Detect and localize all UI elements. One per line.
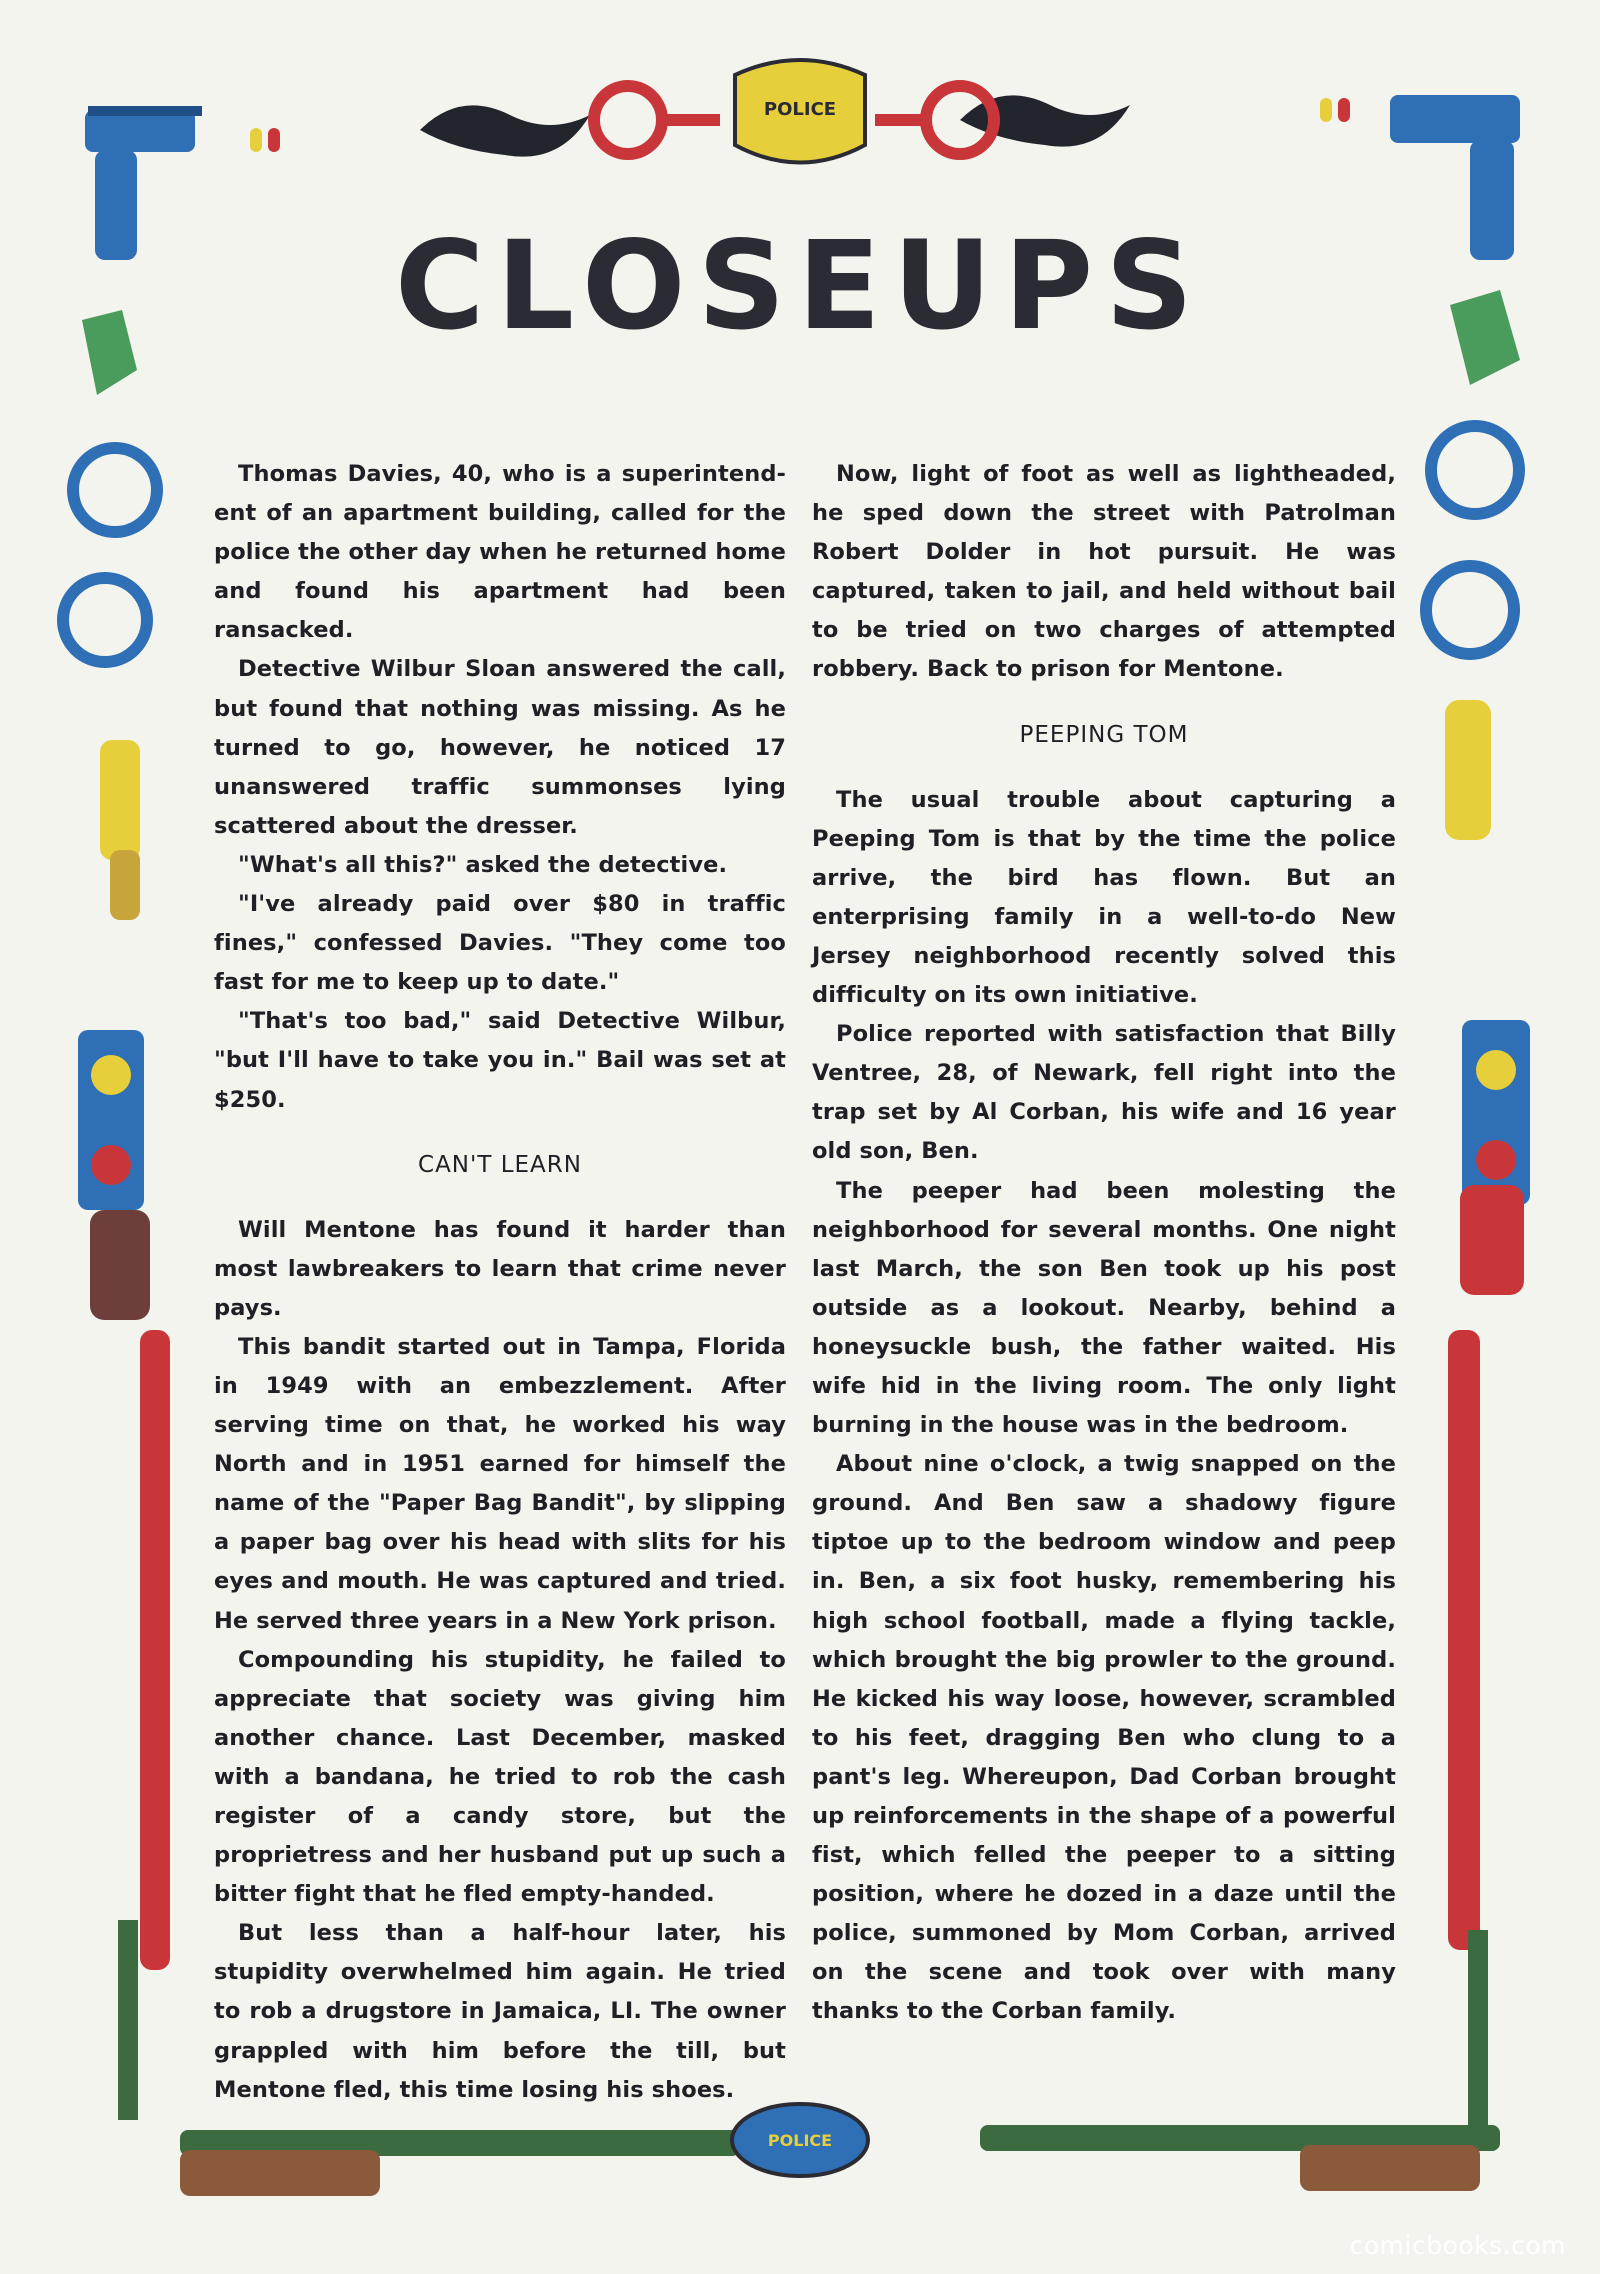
traffic-light-left-icon — [78, 1030, 144, 1210]
police-badge-bottom-icon — [732, 2104, 868, 2176]
revolver-right-icon — [1445, 700, 1491, 840]
handcuffs-right-icon — [1426, 426, 1519, 654]
paragraph: Now, light of foot as well as lightheaded, he sped down the street with Patrolman Robert Dolder in hot pursuit. He was captured, taken to jail, and held without bail to be tried on two charges of attempted robbery. Back to prison for Mentone. — [812, 461, 1396, 683]
page-title: CLOSEUPS — [394, 215, 1206, 357]
paragraph: Detective Wilbur Sloan answered the call, but found that nothing was missing. As he turned to go, however, he noticed 17 unanswered traffic summonses lying scattered about the dresser. — [214, 656, 786, 839]
left-column — [214, 455, 786, 2110]
section-heading-cant-learn: CAN'T LEARN — [418, 1151, 582, 1178]
handcuffs-left-icon — [63, 448, 157, 662]
paragraph: Thomas Davies, 40, who is a superintend-ent of an apartment building, called for the police the other day when he returned home and found his apartment had been ransacked. — [214, 461, 786, 644]
section-heading-peeping-tom: PEEPING TOM — [1019, 721, 1189, 748]
svg-text:POLICE: POLICE — [763, 99, 837, 120]
rifle-left-icon — [118, 1330, 170, 2120]
paragraph: But less than a half-hour later, his stupidity overwhelmed him again. He tried to rob a drugstore in Jamaica, LI. The owner grappled with him before the till, but Mentone fled, this time losing his shoes. — [214, 1920, 786, 2103]
pistol-left-icon — [90, 1210, 150, 1320]
right-column — [812, 455, 1396, 2032]
paragraph: "I've already paid over $80 in traffic fines," confessed Davies. "They come too fast for me to keep up to date." — [214, 891, 786, 996]
paragraph: The usual trouble about capturing a Peeping Tom is that by the time the police arrive, the bird has flown. But an enterprising family in a well-to-do New Jersey neighborhood recently solved this difficulty on its own initiative. — [812, 786, 1396, 1009]
paragraph: The peeper had been molesting the neighborhood for several months. One night last March, the son Ben took up his post outside as a lookout. Nearby, behind a honeysuckle bush, the father waited. His wife hid in the living room. The only light burning in the house was in the bedroom. — [812, 1177, 1396, 1439]
paragraph: This bandit started out in Tampa, Florida in 1949 with an embezzlement. After serving time on that, he worked his way North and in 1951 earned for himself the name of the "Paper Bag Bandit", by slipping a paper bag over his head with slits for his eyes and mouth. He was captured and tried. He served three years in a New York prison. — [214, 1333, 786, 1634]
paragraph: Compounding his stupidity, he failed to appreciate that society was giving him another chance. Last December, masked with a bandana, he tried to rob the cash register of a candy store, but the proprietress and her husband put up such a bitter fight that he fled empty-handed. — [214, 1646, 786, 1908]
paragraph: "What's all this?" asked the detective. — [238, 851, 728, 878]
traffic-light-right-icon — [1462, 1020, 1530, 1205]
shotgun-bottom-right-icon — [980, 2125, 1500, 2191]
paragraph: Will Mentone has found it harder than most lawbreakers to learn that crime never pays. — [214, 1216, 786, 1321]
shotgun-bottom-left-icon — [180, 2130, 740, 2196]
watermark-credit: comicbooks.com — [1349, 2231, 1566, 2260]
paragraph: About nine o'clock, a twig snapped on the ground. And Ben saw a shadowy figure tiptoe up to the bedroom window and peep in. Ben, a six foot husky, remembering his high school football, made a flying tackle, which brought the big prowler to the ground. He kicked his way loose, however, scrambled to his feet, dragging Ben who clung to a pant's leg. Whereupon, Dad Corban brought up reinforcements in the shape of a powerful fist, which felled the peeper to a sitting position, where he dozed in a daze until the police, summoned by Mom Corban, arrived on the scene and took over with many thanks to the Corban family. — [812, 1451, 1396, 2025]
paragraph: "That's too bad," said Detective Wilbur, "but I'll have to take you in." Bail was set at $250. — [214, 1008, 786, 1113]
pistol-right-icon — [1460, 1185, 1524, 1295]
police-badge-top-icon — [735, 60, 865, 163]
revolver-left-icon — [100, 740, 140, 920]
rifle-right-icon — [1448, 1330, 1488, 2130]
paragraph: Police reported with satisfaction that Billy Ventree, 28, of Newark, fell right into the trap set by Al Corban, his wife and 16 year old son, Ben. — [812, 1021, 1396, 1165]
svg-text:POLICE: POLICE — [767, 2131, 833, 2150]
